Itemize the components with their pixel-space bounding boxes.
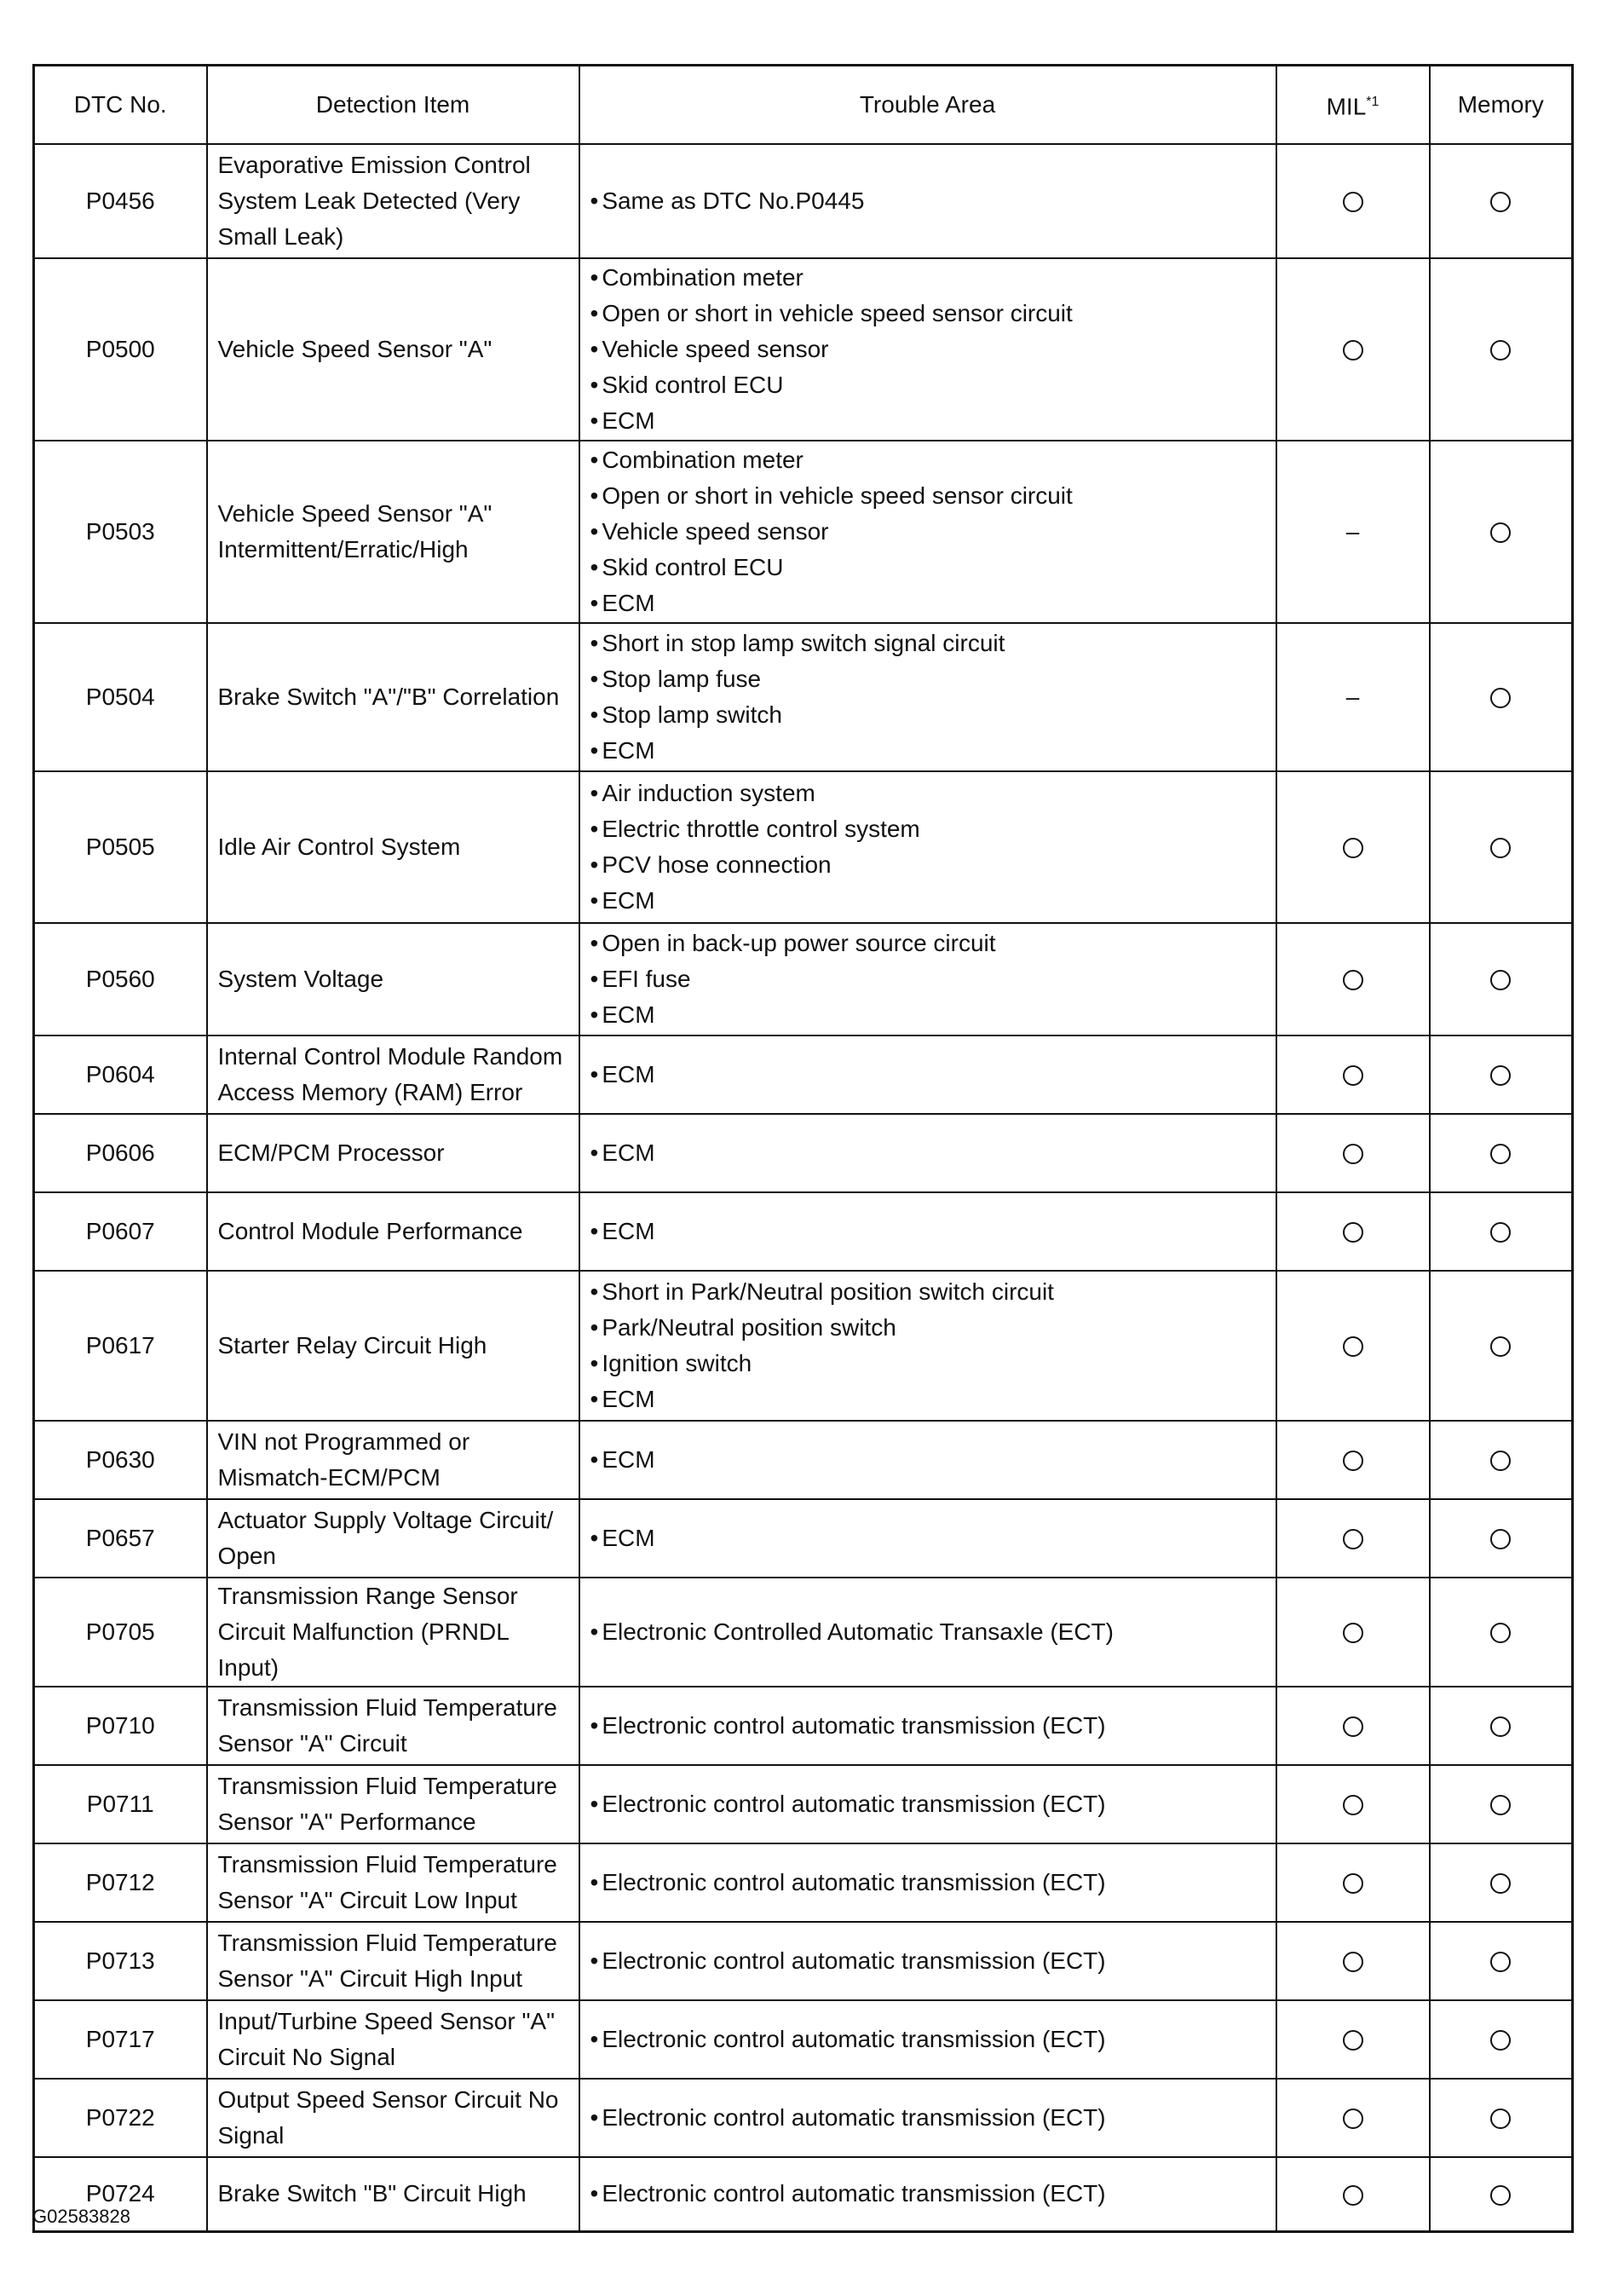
circle-icon [1343, 1336, 1363, 1357]
trouble-area-item: • Skid control ECU [590, 550, 1265, 586]
circle-icon [1490, 192, 1511, 212]
circle-icon [1343, 1144, 1363, 1164]
dtc-code: P0630 [34, 1421, 207, 1499]
trouble-area-list [590, 1520, 1265, 1556]
trouble-area-item: • Vehicle speed sensor [590, 514, 1265, 550]
trouble-area [579, 144, 1276, 258]
detection-item: Brake Switch "B" Circuit High [207, 2157, 579, 2232]
trouble-area-item: • EFI fuse [590, 961, 1265, 997]
detection-item: Transmission Fluid Temperature Sensor "A" Circuit Low Input [207, 1843, 579, 1922]
dtc-code: P0606 [34, 1114, 207, 1192]
memory-indicator [1430, 623, 1573, 771]
trouble-area-list [590, 183, 1265, 219]
memory-indicator [1430, 1421, 1573, 1499]
trouble-area-item: • ECM [590, 997, 1265, 1033]
trouble-area-list [590, 1943, 1265, 1979]
detection-item: ECM/PCM Processor [207, 1114, 579, 1192]
dtc-code: P0712 [34, 1843, 207, 1922]
mil-indicator [1276, 923, 1430, 1036]
trouble-area [579, 1843, 1276, 1922]
detection-item: Vehicle Speed Sensor "A" [207, 258, 579, 441]
trouble-area-item: • Electronic control automatic transmission (ECT) [590, 2176, 1265, 2212]
trouble-area-item: • Skid control ECU [590, 367, 1265, 403]
table-row [34, 1036, 1573, 1114]
table-body [34, 144, 1573, 2232]
trouble-area-item: • ECM [590, 1214, 1265, 1249]
mil-indicator [1276, 1687, 1430, 1765]
trouble-area-list [590, 1614, 1265, 1650]
trouble-area-item: • Electronic Controlled Automatic Transaxle (ECT) [590, 1614, 1265, 1650]
trouble-area [579, 1578, 1276, 1687]
table-row [34, 1421, 1573, 1499]
trouble-area-item: • Electronic control automatic transmission (ECT) [590, 1708, 1265, 1744]
trouble-area-item: • Open or short in vehicle speed sensor circuit [590, 478, 1265, 514]
table-row [34, 1114, 1573, 1192]
table-row [34, 2000, 1573, 2079]
trouble-area-item: • Air induction system [590, 776, 1265, 811]
mil-indicator [1276, 1114, 1430, 1192]
circle-icon [1490, 688, 1511, 708]
trouble-area-item: • ECM [590, 1135, 1265, 1171]
detection-item: Vehicle Speed Sensor "A" Intermittent/Erratic/High [207, 441, 579, 623]
trouble-area-item: • Combination meter [590, 260, 1265, 296]
memory-indicator [1430, 1271, 1573, 1421]
circle-icon [1490, 340, 1511, 361]
table-row [34, 1578, 1573, 1687]
mil-indicator [1276, 258, 1430, 441]
mil-indicator [1276, 1578, 1430, 1687]
trouble-area-list [590, 2022, 1265, 2057]
circle-icon [1343, 1065, 1363, 1086]
detection-item: Actuator Supply Voltage Circuit/ Open [207, 1499, 579, 1578]
circle-icon [1490, 1716, 1511, 1737]
table-row [34, 258, 1573, 441]
trouble-area-item: • Open in back-up power source circuit [590, 926, 1265, 961]
memory-indicator [1430, 1578, 1573, 1687]
dash-icon: – [1345, 517, 1360, 545]
circle-icon [1490, 2109, 1511, 2129]
trouble-area-item: • ECM [590, 1442, 1265, 1478]
trouble-area-list [590, 1214, 1265, 1249]
trouble-area-list [590, 626, 1265, 769]
memory-indicator [1430, 1114, 1573, 1192]
circle-icon [1490, 1222, 1511, 1243]
circle-icon [1343, 838, 1363, 858]
detection-item: Idle Air Control System [207, 771, 579, 923]
trouble-area-item: • ECM [590, 1382, 1265, 1417]
trouble-area-list [590, 260, 1265, 439]
trouble-area-item: • ECM [590, 1057, 1265, 1093]
detection-item: Transmission Fluid Temperature Sensor "A" Circuit High Input [207, 1922, 579, 2000]
trouble-area [579, 1499, 1276, 1578]
trouble-area-item: • Park/Neutral position switch [590, 1310, 1265, 1346]
circle-icon [1490, 1065, 1511, 1086]
dtc-code: P0717 [34, 2000, 207, 2079]
detection-item: VIN not Programmed or Mismatch-ECM/PCM [207, 1421, 579, 1499]
trouble-area [579, 623, 1276, 771]
circle-icon [1343, 1952, 1363, 1972]
dtc-code: P0713 [34, 1922, 207, 2000]
dtc-code: P0657 [34, 1499, 207, 1578]
trouble-area-list [590, 1442, 1265, 1478]
memory-indicator [1430, 1843, 1573, 1922]
trouble-area-list [590, 1786, 1265, 1822]
mil-indicator [1276, 1922, 1430, 2000]
mil-indicator [1276, 771, 1430, 923]
trouble-area [579, 1036, 1276, 1114]
trouble-area-list [590, 1135, 1265, 1171]
trouble-area [579, 441, 1276, 623]
trouble-area-item: • ECM [590, 403, 1265, 439]
memory-indicator [1430, 1036, 1573, 1114]
dtc-code: P0705 [34, 1578, 207, 1687]
memory-indicator [1430, 1499, 1573, 1578]
trouble-area [579, 2000, 1276, 2079]
trouble-area-list [590, 776, 1265, 919]
trouble-area [579, 1765, 1276, 1843]
trouble-area [579, 1271, 1276, 1421]
circle-icon [1343, 2109, 1363, 2129]
trouble-area-list [590, 926, 1265, 1033]
circle-icon [1490, 838, 1511, 858]
circle-icon [1343, 1623, 1363, 1643]
trouble-area-list [590, 1865, 1265, 1901]
mil-indicator [1276, 1271, 1430, 1421]
table-row [34, 144, 1573, 258]
trouble-area [579, 258, 1276, 441]
mil-indicator [1276, 1765, 1430, 1843]
trouble-area [579, 771, 1276, 923]
circle-icon [1343, 1222, 1363, 1243]
trouble-area-list [590, 2100, 1265, 2136]
circle-icon [1343, 192, 1363, 212]
trouble-area-list [590, 2176, 1265, 2212]
dtc-code: P0710 [34, 1687, 207, 1765]
circle-icon [1490, 1144, 1511, 1164]
mil-indicator [1276, 2157, 1430, 2232]
dtc-code: P0724 [34, 2157, 207, 2232]
trouble-area-list [590, 1057, 1265, 1093]
circle-icon [1490, 1952, 1511, 1972]
memory-indicator [1430, 1765, 1573, 1843]
dtc-code: P0604 [34, 1036, 207, 1114]
dtc-code: P0500 [34, 258, 207, 441]
header-detection-item: Detection Item [207, 66, 579, 144]
trouble-area [579, 1687, 1276, 1765]
trouble-area [579, 1421, 1276, 1499]
circle-icon [1343, 2030, 1363, 2051]
header-row [34, 66, 1573, 144]
memory-indicator [1430, 144, 1573, 258]
table-row [34, 441, 1573, 623]
memory-indicator [1430, 1922, 1573, 2000]
circle-icon [1490, 1623, 1511, 1643]
trouble-area-item: • Stop lamp switch [590, 697, 1265, 733]
memory-indicator [1430, 258, 1573, 441]
trouble-area-item: • Combination meter [590, 442, 1265, 478]
table-row [34, 1499, 1573, 1578]
trouble-area-item: • Stop lamp fuse [590, 661, 1265, 697]
detection-item: Transmission Fluid Temperature Sensor "A" Performance [207, 1765, 579, 1843]
trouble-area [579, 1114, 1276, 1192]
circle-icon [1490, 522, 1511, 543]
detection-item: Input/Turbine Speed Sensor "A" Circuit No Signal [207, 2000, 579, 2079]
table-row [34, 2157, 1573, 2232]
trouble-area-item: • Short in Park/Neutral position switch circuit [590, 1274, 1265, 1310]
trouble-area-item: • Ignition switch [590, 1346, 1265, 1382]
header-trouble-area: Trouble Area [579, 66, 1276, 144]
memory-indicator [1430, 923, 1573, 1036]
circle-icon [1343, 1529, 1363, 1549]
detection-item: System Voltage [207, 923, 579, 1036]
trouble-area-item: • Open or short in vehicle speed sensor circuit [590, 296, 1265, 332]
trouble-area-item: • Electronic control automatic transmission (ECT) [590, 2100, 1265, 2136]
mil-indicator [1276, 1036, 1430, 1114]
detection-item: Internal Control Module Random Access Memory (RAM) Error [207, 1036, 579, 1114]
circle-icon [1343, 2185, 1363, 2206]
trouble-area [579, 1192, 1276, 1271]
circle-icon [1490, 1451, 1511, 1471]
mil-indicator [1276, 1192, 1430, 1271]
detection-item: Evaporative Emission Control System Leak Detected (Very Small Leak) [207, 144, 579, 258]
mil-indicator [1276, 144, 1430, 258]
trouble-area [579, 2079, 1276, 2157]
circle-icon [1490, 1795, 1511, 1815]
memory-indicator [1430, 441, 1573, 623]
trouble-area [579, 923, 1276, 1036]
dtc-code: P0505 [34, 771, 207, 923]
table-row [34, 923, 1573, 1036]
trouble-area-item: • Vehicle speed sensor [590, 332, 1265, 367]
trouble-area-item: • ECM [590, 586, 1265, 621]
circle-icon [1490, 2185, 1511, 2206]
dtc-code: P0504 [34, 623, 207, 771]
trouble-area-list [590, 442, 1265, 621]
circle-icon [1343, 340, 1363, 361]
table-row [34, 2079, 1573, 2157]
header-mil [1276, 66, 1430, 144]
detection-item: Control Module Performance [207, 1192, 579, 1271]
trouble-area-item: • Electric throttle control system [590, 811, 1265, 847]
dtc-code: P0617 [34, 1271, 207, 1421]
mil-indicator [1276, 441, 1430, 623]
memory-indicator [1430, 1687, 1573, 1765]
dash-icon: – [1345, 683, 1360, 710]
detection-item: Output Speed Sensor Circuit No Signal [207, 2079, 579, 2157]
trouble-area-list [590, 1274, 1265, 1417]
memory-indicator [1430, 2157, 1573, 2232]
trouble-area-item: • Short in stop lamp switch signal circuit [590, 626, 1265, 661]
mil-indicator [1276, 2000, 1430, 2079]
trouble-area-item: • ECM [590, 883, 1265, 919]
circle-icon [1343, 1795, 1363, 1815]
dtc-table [32, 64, 1574, 2233]
table-row [34, 1765, 1573, 1843]
dtc-code: P0711 [34, 1765, 207, 1843]
circle-icon [1490, 970, 1511, 990]
table-row [34, 1843, 1573, 1922]
circle-icon [1343, 970, 1363, 990]
mil-indicator [1276, 1421, 1430, 1499]
dtc-code: P0722 [34, 2079, 207, 2157]
circle-icon [1343, 1873, 1363, 1894]
trouble-area-item: • Electronic control automatic transmission (ECT) [590, 1865, 1265, 1901]
dtc-code: P0503 [34, 441, 207, 623]
trouble-area-item: • Electronic control automatic transmission (ECT) [590, 1943, 1265, 1979]
dtc-code: P0456 [34, 144, 207, 258]
trouble-area-item: • Electronic control automatic transmission (ECT) [590, 1786, 1265, 1822]
table-row [34, 771, 1573, 923]
header-mil-label: MIL [1326, 93, 1367, 120]
memory-indicator [1430, 2000, 1573, 2079]
trouble-area [579, 1922, 1276, 2000]
mil-indicator [1276, 1843, 1430, 1922]
detection-item: Transmission Fluid Temperature Sensor "A" Circuit [207, 1687, 579, 1765]
table-row [34, 1687, 1573, 1765]
circle-icon [1343, 1716, 1363, 1737]
mil-indicator [1276, 1499, 1430, 1578]
trouble-area-item: • ECM [590, 733, 1265, 769]
circle-icon [1343, 1451, 1363, 1471]
circle-icon [1490, 1529, 1511, 1549]
trouble-area-list [590, 1708, 1265, 1744]
header-mil-note: *1 [1366, 95, 1379, 110]
header-memory: Memory [1430, 66, 1573, 144]
mil-indicator [1276, 623, 1430, 771]
dtc-code: P0607 [34, 1192, 207, 1271]
mil-indicator [1276, 2079, 1430, 2157]
trouble-area [579, 2157, 1276, 2232]
table-row [34, 1922, 1573, 2000]
detection-item: Brake Switch "A"/"B" Correlation [207, 623, 579, 771]
detection-item: Starter Relay Circuit High [207, 1271, 579, 1421]
trouble-area-item: • Electronic control automatic transmission (ECT) [590, 2022, 1265, 2057]
trouble-area-item: • PCV hose connection [590, 847, 1265, 883]
memory-indicator [1430, 771, 1573, 923]
circle-icon [1490, 1873, 1511, 1894]
table-row [34, 1192, 1573, 1271]
table-row [34, 623, 1573, 771]
circle-icon [1490, 1336, 1511, 1357]
trouble-area-item: • Same as DTC No.P0445 [590, 183, 1265, 219]
circle-icon [1490, 2030, 1511, 2051]
table-row [34, 1271, 1573, 1421]
detection-item: Transmission Range Sensor Circuit Malfunction (PRNDL Input) [207, 1578, 579, 1687]
figure-id: G02583828 [32, 2206, 130, 2227]
memory-indicator [1430, 1192, 1573, 1271]
memory-indicator [1430, 2079, 1573, 2157]
header-dtc: DTC No. [34, 66, 207, 144]
dtc-code: P0560 [34, 923, 207, 1036]
trouble-area-item: • ECM [590, 1520, 1265, 1556]
